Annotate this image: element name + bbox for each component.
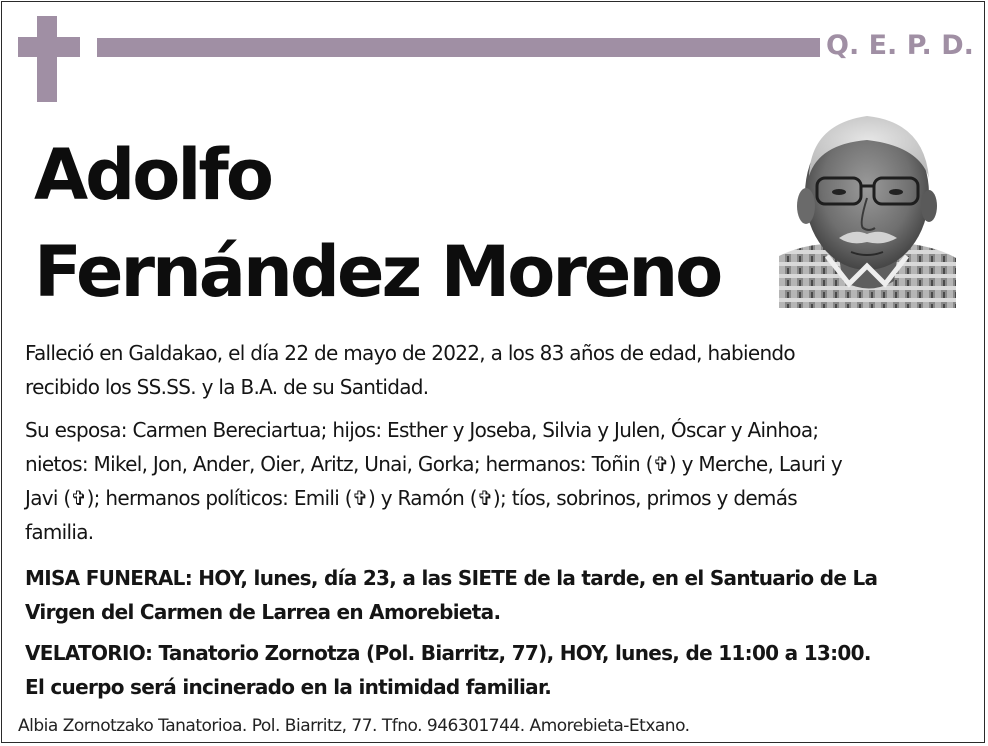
latin-cross-icon [18,16,80,102]
qepd-label: Q. E. P. D. [826,30,974,61]
family-line: familia. [25,520,94,544]
funeral-mass-paragraph [25,561,965,629]
cross-vertical [37,16,57,102]
family-paragraph [25,413,965,549]
death-line: recibido los SS.SS. y la B.A. de su Santidad. [25,375,429,399]
deceased-first-name: Adolfo [34,134,271,216]
wake-line: El cuerpo será incinerado en la intimidad familiar. [25,675,552,699]
header-rule [97,38,820,57]
death-line: Falleció en Galdakao, el día 22 de mayo de 2022, a los 83 años de edad, habiendo [25,341,795,365]
wake-paragraph [25,636,965,704]
funeral-line: MISA FUNERAL: HOY, lunes, día 23, a las SIETE de la tarde, en el Santuario de La [25,566,878,590]
family-line: Su esposa: Carmen Bereciartua; hijos: Esther y Joseba, Silvia y Julen, Óscar y Ainhoa; [25,418,819,442]
wake-line: VELATORIO: Tanatorio Zornotza (Pol. Biarritz, 77), HOY, lunes, de 11:00 a 13:00. [25,641,871,665]
family-line: Javi (✞); hermanos políticos: Emili (✞) y Ramón (✞); tíos, sobrinos, primos y demás [25,486,797,510]
deceased-surnames: Fernández Moreno [34,231,721,313]
death-paragraph [25,336,965,404]
funeral-line: Virgen del Carmen de Larrea en Amorebieta. [25,600,501,624]
cross-horizontal [18,37,80,57]
funeral-home-footer: Albia Zornotzako Tanatorioa. Pol. Biarritz, 77. Tfno. 946301744. Amorebieta-Etxano. [18,716,690,736]
family-line: nietos: Mikel, Jon, Ander, Oier, Aritz, Unai, Gorka; hermanos: Toñin (✞) y Merche, Lauri y [25,452,842,476]
portrait-photo [779,106,956,308]
